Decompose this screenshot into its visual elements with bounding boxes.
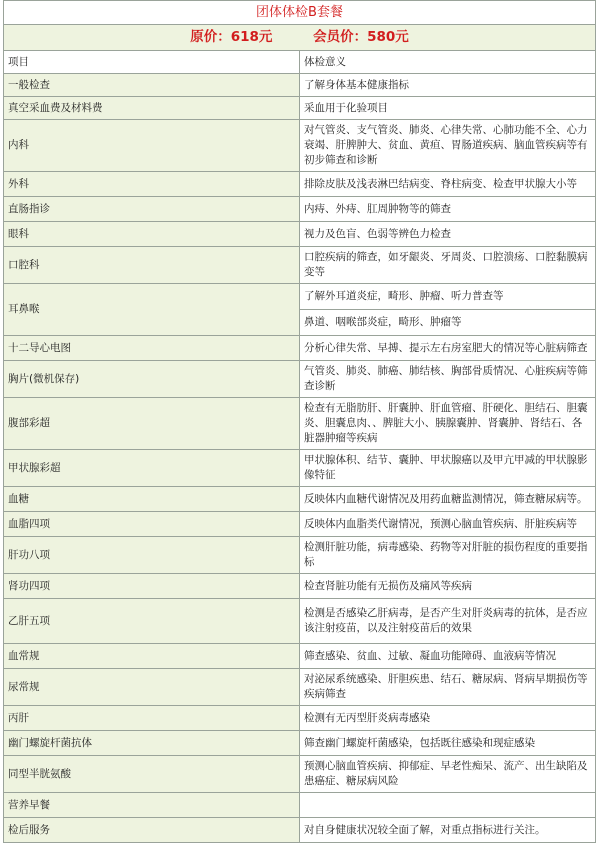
meaning-cell: 对自身健康状况较全面了解，对重点指标进行关注。 (300, 818, 596, 843)
item-cell: 营养早餐 (4, 793, 300, 818)
item-cell: 腹部彩超 (4, 398, 300, 450)
table-row (4, 793, 596, 818)
table-row (4, 644, 596, 669)
item-cell: 一般检查 (4, 74, 300, 97)
item-cell: 肝功八项 (4, 537, 300, 574)
table-row (4, 222, 596, 247)
table-row (4, 818, 596, 843)
meaning-cell: 检测肝脏功能，病毒感染、药物等对肝脏的损伤程度的重要指标 (300, 537, 596, 574)
original-price: 原价：618元 (190, 29, 273, 45)
table-row (4, 756, 596, 793)
table-row (4, 336, 596, 361)
item-cell: 丙肝 (4, 706, 300, 731)
header-meaning: 体检意义 (300, 51, 596, 74)
meaning-cell: 预测心脑血管疾病、抑郁症、早老性痴呆、流产、出生缺陷及患癌症、糖尿病风险 (300, 756, 596, 793)
item-cell: 幽门螺旋杆菌抗体 (4, 731, 300, 756)
item-cell: 同型半胱氨酸 (4, 756, 300, 793)
meaning-cell: 口腔疾病的筛查，如牙龈炎、牙周炎、口腔溃疡、口腔黏膜病变等 (300, 247, 596, 284)
table-row (4, 172, 596, 197)
item-cell: 十二导心电图 (4, 336, 300, 361)
item-cell: 外科 (4, 172, 300, 197)
table-row (4, 120, 596, 172)
meaning-cell: 检测是否感染乙肝病毒，是否产生对肝炎病毒的抗体，是否应该注射疫苗，以及注射疫苗后的效果 (300, 599, 596, 644)
member-price: 会员价：580元 (313, 29, 409, 45)
item-cell: 乙肝五项 (4, 599, 300, 644)
table-row (4, 74, 596, 97)
table-row (4, 284, 596, 310)
meaning-cell: 了解身体基本健康指标 (300, 74, 596, 97)
item-cell: 肾功四项 (4, 574, 300, 599)
meaning-cell: 对气管炎、支气管炎、肺炎、心律失常、心肺功能不全、心力衰竭、肝脾肿大、贫血、黄疸、胃肠道疾病、脑血管疾病等有初步筛查和诊断 (300, 120, 596, 172)
package-table (3, 0, 596, 843)
meaning-cell: 甲状腺体积、结节、囊肿、甲状腺癌以及甲亢甲减的甲状腺影像特征 (300, 450, 596, 487)
price-cell (4, 25, 596, 51)
meaning-cell: 反映体内血脂类代谢情况，预测心脑血管疾病、肝脏疾病等 (300, 512, 596, 537)
meaning-cell: 检测有无丙型肝炎病毒感染 (300, 706, 596, 731)
table-row (4, 537, 596, 574)
item-cell: 检后服务 (4, 818, 300, 843)
price-row (4, 25, 596, 51)
header-item: 项目 (4, 51, 300, 74)
meaning-cell: 内痔、外痔、肛周肿物等的筛查 (300, 197, 596, 222)
item-cell: 血脂四项 (4, 512, 300, 537)
meaning-cell: 筛查感染、贫血、过敏、凝血功能障碍、血液病等情况 (300, 644, 596, 669)
table-row (4, 512, 596, 537)
item-cell: 眼科 (4, 222, 300, 247)
meaning-cell: 筛查幽门螺旋杆菌感染，包括既往感染和现症感染 (300, 731, 596, 756)
meaning-cell: 检查肾脏功能有无损伤及痛风等疾病 (300, 574, 596, 599)
meaning-cell: 检查有无脂肪肝、肝囊肿、肝血管瘤、肝硬化、胆结石、胆囊炎、胆囊息肉、、脾脏大小、胰腺囊肿、肾囊肿、肾结石、各脏器肿瘤等疾病 (300, 398, 596, 450)
table-row (4, 197, 596, 222)
table-row (4, 487, 596, 512)
item-cell: 血糖 (4, 487, 300, 512)
table-row (4, 706, 596, 731)
meaning-cell (300, 793, 596, 818)
meaning-cell: 鼻道、咽喉部炎症，畸形、肿瘤等 (300, 310, 596, 336)
meaning-cell: 视力及色盲、色弱等辨色力检查 (300, 222, 596, 247)
item-cell: 甲状腺彩超 (4, 450, 300, 487)
meaning-cell: 排除皮肤及浅表淋巴结病变、脊柱病变、检查甲状腺大小等 (300, 172, 596, 197)
table-row (4, 398, 596, 450)
item-cell: 口腔科 (4, 247, 300, 284)
item-cell: 耳鼻喉 (4, 284, 300, 336)
package-title: 团体体检B套餐 (4, 1, 596, 25)
meaning-cell: 气管炎、肺炎、肺癌、肺结核、胸部骨质情况、心脏疾病等筛查诊断 (300, 361, 596, 398)
item-cell: 胸片(微机保存) (4, 361, 300, 398)
meaning-cell: 对泌尿系统感染、肝胆疾患、结石、糖尿病、肾病早期损伤等疾病筛查 (300, 669, 596, 706)
title-row (4, 1, 596, 25)
table-row (4, 97, 596, 120)
item-cell: 直肠指诊 (4, 197, 300, 222)
table-row (4, 361, 596, 398)
table-row (4, 247, 596, 284)
item-cell: 真空采血费及材料费 (4, 97, 300, 120)
header-row (4, 51, 596, 74)
item-cell: 尿常规 (4, 669, 300, 706)
table-row (4, 669, 596, 706)
item-cell: 内科 (4, 120, 300, 172)
item-cell: 血常规 (4, 644, 300, 669)
table-row (4, 599, 596, 644)
table-row (4, 450, 596, 487)
meaning-cell: 了解外耳道炎症，畸形、肿瘤、听力普查等 (300, 284, 596, 310)
table-row (4, 731, 596, 756)
meaning-cell: 采血用于化验项目 (300, 97, 596, 120)
meaning-cell: 反映体内血糖代谢情况及用药血糖监测情况，筛查糖尿病等。 (300, 487, 596, 512)
meaning-cell: 分析心律失常、早搏、提示左右房室肥大的情况等心脏病筛查 (300, 336, 596, 361)
table-row (4, 574, 596, 599)
